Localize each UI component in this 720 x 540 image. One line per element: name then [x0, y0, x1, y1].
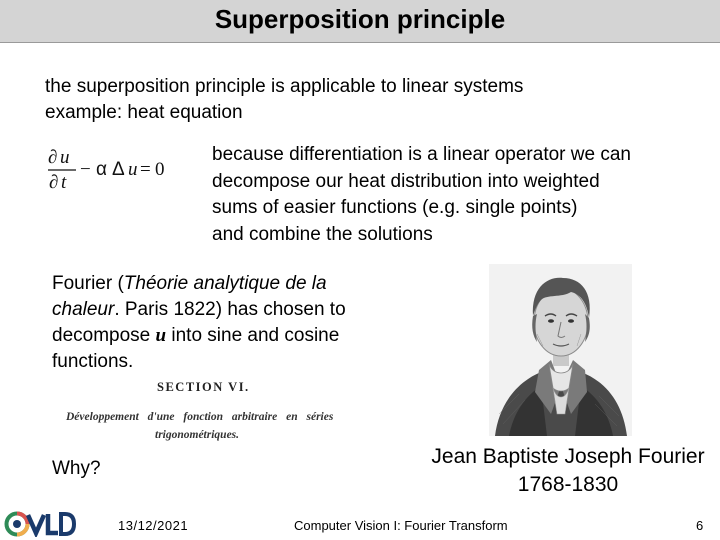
fourier-portrait-engraving [489, 264, 632, 436]
fourier-portrait [489, 264, 632, 436]
svg-text:∂: ∂ [48, 147, 58, 168]
svg-text:u: u [128, 159, 138, 180]
fourier-work-title: Théorie analytique de la chaleur [52, 273, 327, 320]
svg-text:∂: ∂ [49, 172, 59, 192]
slide-footer [0, 504, 720, 540]
portrait-caption-years: 1768-1830 [517, 473, 619, 496]
fourier-paragraph [52, 271, 372, 375]
svg-text:0: 0 [155, 159, 165, 180]
fourier-variable-u: u [155, 325, 167, 346]
footer-course-title: Computer Vision I: Fourier Transform [294, 518, 508, 533]
fourier-text-part-1: Fourier ( [52, 273, 124, 294]
title-bar [0, 0, 720, 43]
fourier-text-part-3: into sine and cosine functions. [52, 325, 340, 372]
why-question: Why? [52, 458, 101, 479]
svg-text:=: = [140, 159, 151, 180]
footer-page-number: 6 [696, 518, 704, 533]
fourier-text-part-2: . Paris 1822) has chosen to decompose [52, 299, 346, 346]
svg-text:α: α [96, 159, 107, 180]
portrait-caption-name: Jean Baptiste Joseph Fourier [431, 445, 705, 468]
explanation-line-3: sums of easier functions (e.g. single points) [212, 197, 578, 218]
svg-text:−: − [80, 159, 91, 180]
heat-equation-formula [46, 146, 186, 197]
footer-date: 13/12/2021 [118, 518, 189, 533]
intro-line-1: the superposition principle is applicable to linear systems [45, 76, 524, 97]
svg-text:Δ: Δ [112, 159, 125, 180]
cvld-logo [4, 511, 76, 540]
explanation-line-1: because differentiation is a linear operator we can [212, 144, 631, 165]
portrait-caption [422, 443, 714, 499]
explanation-line-2: decompose our heat distribution into weighted [212, 170, 600, 192]
svg-text:u: u [60, 147, 70, 168]
intro-line-2: example: heat equation [45, 102, 243, 123]
explanation-text [212, 142, 631, 248]
heat-equation-svg [46, 146, 186, 192]
intro-text [45, 74, 523, 126]
book-scan-line-2: trigonométriques. [155, 429, 240, 441]
svg-text:t: t [61, 172, 67, 192]
book-scan-line-1: Développement d'une fonction arbitraire en séries [66, 411, 334, 423]
slide-title: Superposition principle [214, 4, 506, 34]
cvld-logo-mark [4, 511, 76, 537]
explanation-line-4: and combine the solutions [212, 223, 433, 245]
book-scan-heading: SECTION VI. [157, 380, 250, 394]
